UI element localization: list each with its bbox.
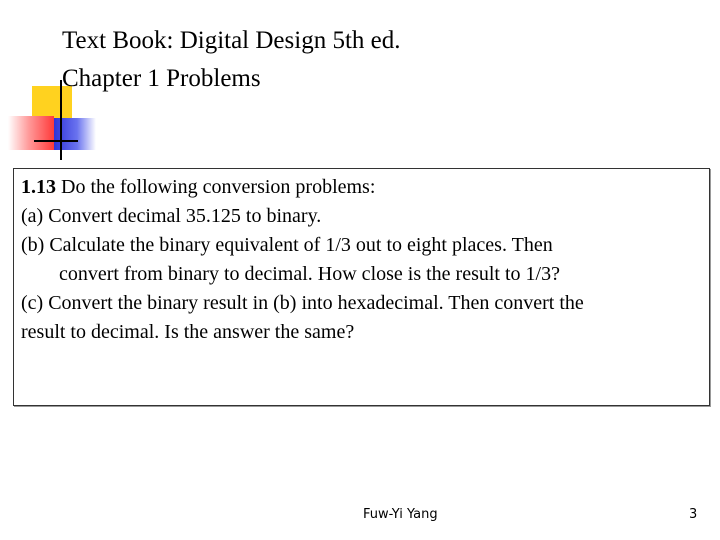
problem-heading (21, 173, 702, 202)
slide-title (62, 22, 401, 98)
problem-number: 1.13 (21, 176, 56, 198)
title-line-1: Text Book: Digital Design 5th ed. (62, 27, 401, 54)
problem-intro: Do the following conversion problems: (56, 176, 376, 198)
part-c-text-2: result to decimal. Is the answer the same? (21, 321, 355, 343)
part-b-text-2: convert from binary to decimal. How close is the result to 1/3? (59, 263, 560, 285)
title-line-2: Chapter 1 Problems (62, 65, 261, 92)
logo-horizontal-line (34, 140, 78, 142)
part-c-text-1: (c) Convert the binary result in (b) into hexadecimal. Then convert the (21, 292, 584, 314)
page-number: 3 (689, 507, 698, 522)
problem-box (13, 168, 710, 406)
logo-red-square (8, 116, 54, 150)
part-b-text-1: (b) Calculate the binary equivalent of 1/3 out to eight places. Then (21, 234, 553, 256)
footer-author: Fuw-Yi Yang (363, 507, 438, 522)
part-a-text: (a) Convert decimal 35.125 to binary. (21, 205, 322, 227)
